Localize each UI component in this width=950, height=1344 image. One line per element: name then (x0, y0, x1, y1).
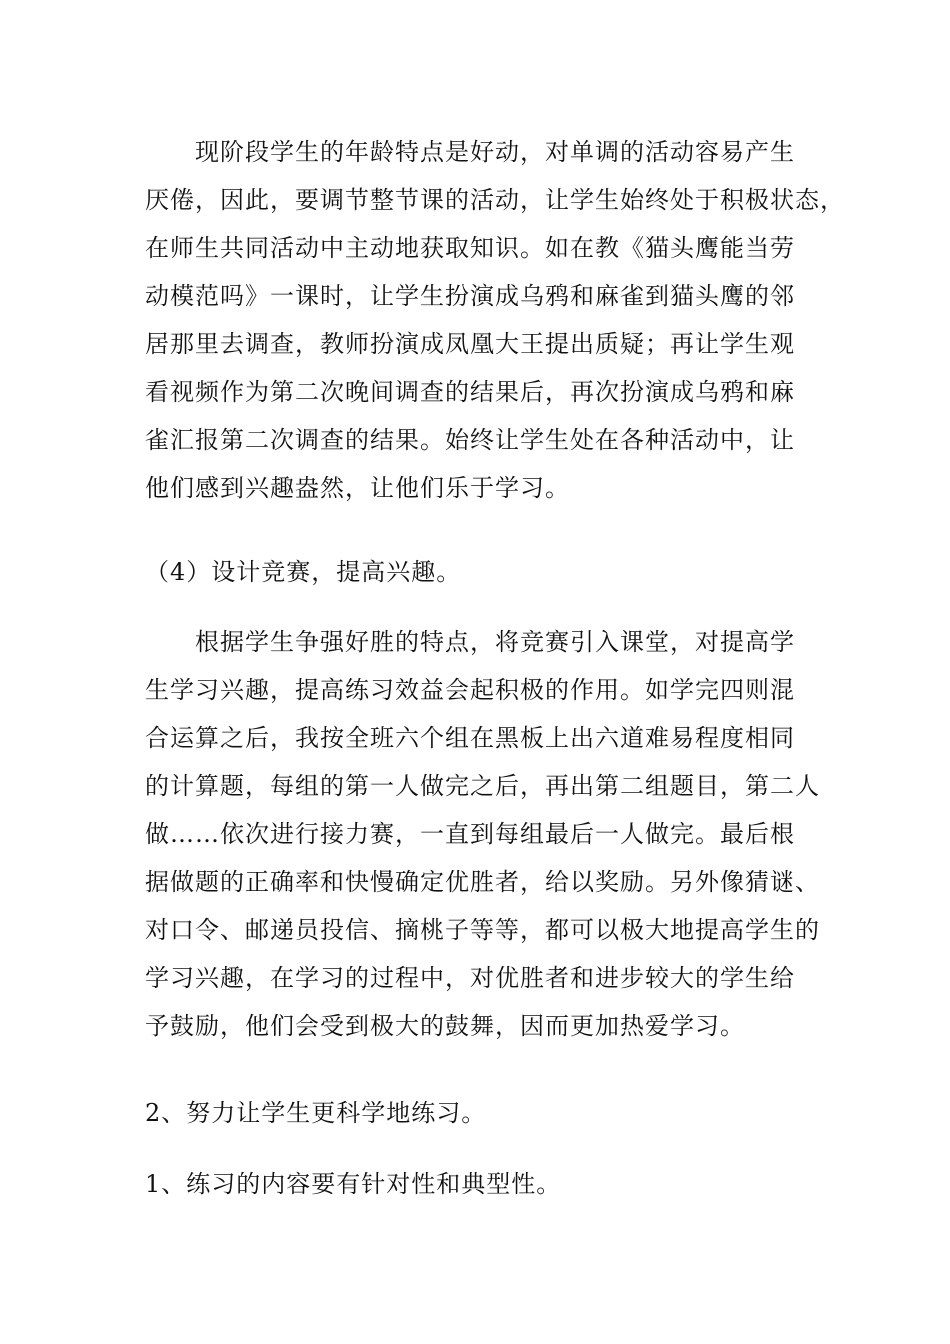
section-heading-content: 1、练习的内容要有针对性和典型性。 (145, 1170, 562, 1198)
paragraph-line: 予鼓励，他们会受到极大的鼓舞，因而更加热爱学习。 (145, 1012, 745, 1040)
paragraph-competition (145, 618, 820, 1050)
paragraph-line: 学习兴趣，在学习的过程中，对优胜者和进步较大的学生给 (145, 964, 795, 992)
paragraph-line: 做……依次进行接力赛，一直到每组最后一人做完。最后根 (145, 820, 795, 848)
paragraph-line: 生学习兴趣，提高练习效益会起积极的作用。如学完四则混 (145, 676, 795, 704)
paragraph-activities (145, 128, 845, 512)
paragraph-line: 在师生共同活动中主动地获取知识。如在教《猫头鹰能当劳 (145, 234, 795, 262)
paragraph-line: 现阶段学生的年龄特点是好动，对单调的活动容易产生 (195, 138, 795, 166)
paragraph-line: 动模范吗》一课时，让学生扮演成乌鸦和麻雀到猫头鹰的邻 (145, 282, 795, 310)
paragraph-line: 看视频作为第二次晚间调查的结果后，再次扮演成乌鸦和麻 (145, 378, 795, 406)
paragraph-line: 厌倦，因此，要调节整节课的活动，让学生始终处于积极状态， (145, 186, 845, 214)
paragraph-line: 雀汇报第二次调查的结果。始终让学生处在各种活动中，让 (145, 426, 795, 454)
section-heading-practice: 2、努力让学生更科学地练习。 (145, 1099, 487, 1127)
paragraph-line: 居那里去调查，教师扮演成凤凰大王提出质疑；再让学生观 (145, 330, 795, 358)
paragraph-line: 据做题的正确率和快慢确定优胜者，给以奖励。另外像猜谜、 (145, 868, 820, 896)
paragraph-line: 他们感到兴趣盎然，让他们乐于学习。 (145, 474, 570, 502)
paragraph-line: 根据学生争强好胜的特点，将竞赛引入课堂，对提高学 (195, 628, 795, 656)
section-heading-competition: （4）设计竞赛，提高兴趣。 (145, 558, 462, 586)
paragraph-line: 合运算之后，我按全班六个组在黑板上出六道难易程度相同 (145, 724, 795, 752)
paragraph-line: 对口令、邮递员投信、摘桃子等等，都可以极大地提高学生的 (145, 916, 820, 944)
paragraph-line: 的计算题，每组的第一人做完之后，再出第二组题目，第二人 (145, 772, 820, 800)
